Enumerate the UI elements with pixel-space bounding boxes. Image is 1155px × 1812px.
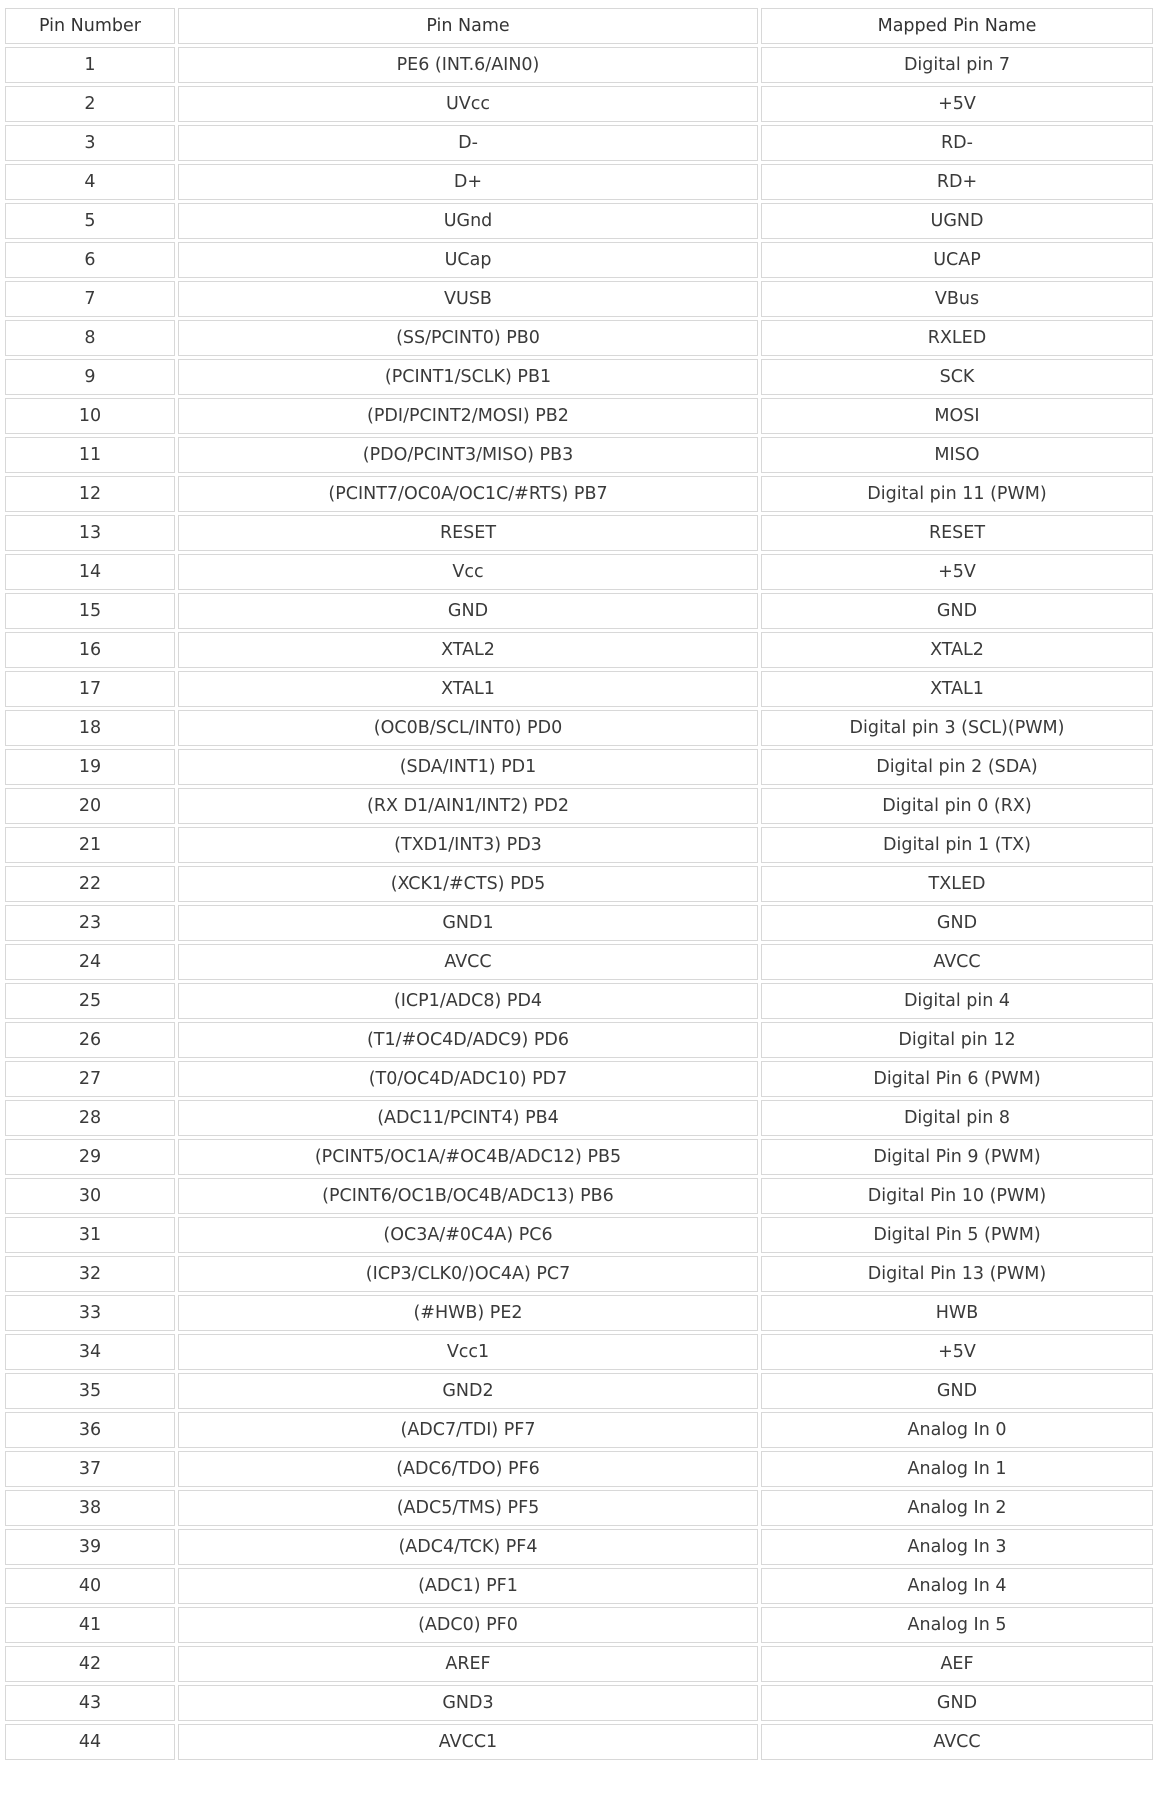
pin-number-cell: 15 xyxy=(5,593,175,629)
pin-number-cell: 29 xyxy=(5,1139,175,1175)
mapped-pin-name-cell: GND xyxy=(761,593,1153,629)
table-row xyxy=(5,437,1153,473)
table-row xyxy=(5,1685,1153,1721)
pin-number-cell: 35 xyxy=(5,1373,175,1409)
table-row xyxy=(5,1451,1153,1487)
header-pin-number: Pin Number xyxy=(5,8,175,44)
mapped-pin-name-cell: Digital pin 4 xyxy=(761,983,1153,1019)
pin-name-cell: Vcc1 xyxy=(178,1334,758,1370)
mapped-pin-name-cell: Digital pin 11 (PWM) xyxy=(761,476,1153,512)
pin-number-cell: 1 xyxy=(5,47,175,83)
mapped-pin-name-cell: XTAL2 xyxy=(761,632,1153,668)
pin-name-cell: (OC3A/#0C4A) PC6 xyxy=(178,1217,758,1253)
table-row xyxy=(5,1412,1153,1448)
pin-name-cell: UGnd xyxy=(178,203,758,239)
pin-number-cell: 25 xyxy=(5,983,175,1019)
table-row xyxy=(5,86,1153,122)
pin-number-cell: 41 xyxy=(5,1607,175,1643)
mapped-pin-name-cell: Analog In 5 xyxy=(761,1607,1153,1643)
pin-name-cell: (ADC7/TDI) PF7 xyxy=(178,1412,758,1448)
pin-name-cell: (PCINT7/OC0A/OC1C/#RTS) PB7 xyxy=(178,476,758,512)
pin-number-cell: 7 xyxy=(5,281,175,317)
pin-name-cell: (OC0B/SCL/INT0) PD0 xyxy=(178,710,758,746)
pin-name-cell: GND1 xyxy=(178,905,758,941)
pin-name-cell: (#HWB) PE2 xyxy=(178,1295,758,1331)
pin-number-cell: 33 xyxy=(5,1295,175,1331)
pin-name-cell: (ICP1/ADC8) PD4 xyxy=(178,983,758,1019)
pin-name-cell: GND2 xyxy=(178,1373,758,1409)
mapped-pin-name-cell: TXLED xyxy=(761,866,1153,902)
table-row xyxy=(5,1139,1153,1175)
mapped-pin-name-cell: GND xyxy=(761,1685,1153,1721)
pin-name-cell: D+ xyxy=(178,164,758,200)
pin-name-cell: (ICP3/CLK0/)OC4A) PC7 xyxy=(178,1256,758,1292)
pin-mapping-table xyxy=(2,5,1155,1763)
table-row xyxy=(5,1529,1153,1565)
table-row xyxy=(5,359,1153,395)
pin-number-cell: 18 xyxy=(5,710,175,746)
table-row xyxy=(5,164,1153,200)
mapped-pin-name-cell: Digital Pin 6 (PWM) xyxy=(761,1061,1153,1097)
mapped-pin-name-cell: SCK xyxy=(761,359,1153,395)
pin-name-cell: PE6 (INT.6/AIN0) xyxy=(178,47,758,83)
pin-number-cell: 4 xyxy=(5,164,175,200)
mapped-pin-name-cell: MOSI xyxy=(761,398,1153,434)
table-row xyxy=(5,788,1153,824)
pin-name-cell: XTAL2 xyxy=(178,632,758,668)
mapped-pin-name-cell: Digital pin 0 (RX) xyxy=(761,788,1153,824)
table-row xyxy=(5,905,1153,941)
pin-name-cell: (XCK1/#CTS) PD5 xyxy=(178,866,758,902)
mapped-pin-name-cell: VBus xyxy=(761,281,1153,317)
table-row xyxy=(5,866,1153,902)
mapped-pin-name-cell: HWB xyxy=(761,1295,1153,1331)
pin-number-cell: 37 xyxy=(5,1451,175,1487)
pin-number-cell: 10 xyxy=(5,398,175,434)
table-row xyxy=(5,749,1153,785)
pin-number-cell: 11 xyxy=(5,437,175,473)
table-row xyxy=(5,398,1153,434)
pin-name-cell: Vcc xyxy=(178,554,758,590)
pin-name-cell: AVCC1 xyxy=(178,1724,758,1760)
mapped-pin-name-cell: Digital pin 7 xyxy=(761,47,1153,83)
table-row xyxy=(5,1646,1153,1682)
pin-number-cell: 36 xyxy=(5,1412,175,1448)
pin-name-cell: (ADC4/TCK) PF4 xyxy=(178,1529,758,1565)
table-row xyxy=(5,710,1153,746)
table-row xyxy=(5,983,1153,1019)
pin-number-cell: 43 xyxy=(5,1685,175,1721)
pin-name-cell: (PCINT5/OC1A/#OC4B/ADC12) PB5 xyxy=(178,1139,758,1175)
table-row xyxy=(5,1373,1153,1409)
table-row xyxy=(5,476,1153,512)
pin-number-cell: 6 xyxy=(5,242,175,278)
table-header xyxy=(5,8,1153,44)
pin-number-cell: 40 xyxy=(5,1568,175,1604)
table-row xyxy=(5,242,1153,278)
pin-number-cell: 22 xyxy=(5,866,175,902)
table-row xyxy=(5,1724,1153,1760)
pin-number-cell: 8 xyxy=(5,320,175,356)
pin-number-cell: 5 xyxy=(5,203,175,239)
mapped-pin-name-cell: XTAL1 xyxy=(761,671,1153,707)
pin-name-cell: (ADC11/PCINT4) PB4 xyxy=(178,1100,758,1136)
table-row xyxy=(5,1100,1153,1136)
table-row xyxy=(5,1178,1153,1214)
pin-name-cell: (T1/#OC4D/ADC9) PD6 xyxy=(178,1022,758,1058)
mapped-pin-name-cell: AVCC xyxy=(761,1724,1153,1760)
table-row xyxy=(5,515,1153,551)
pin-number-cell: 34 xyxy=(5,1334,175,1370)
pin-number-cell: 24 xyxy=(5,944,175,980)
pin-name-cell: AVCC xyxy=(178,944,758,980)
pin-name-cell: (PDI/PCINT2/MOSI) PB2 xyxy=(178,398,758,434)
table-row xyxy=(5,1295,1153,1331)
pin-name-cell: UVcc xyxy=(178,86,758,122)
mapped-pin-name-cell: Digital Pin 13 (PWM) xyxy=(761,1256,1153,1292)
mapped-pin-name-cell: RXLED xyxy=(761,320,1153,356)
pin-name-cell: (PCINT6/OC1B/OC4B/ADC13) PB6 xyxy=(178,1178,758,1214)
pin-number-cell: 13 xyxy=(5,515,175,551)
pin-number-cell: 21 xyxy=(5,827,175,863)
pin-name-cell: UCap xyxy=(178,242,758,278)
header-mapped-pin-name: Mapped Pin Name xyxy=(761,8,1153,44)
pin-number-cell: 42 xyxy=(5,1646,175,1682)
pin-name-cell: (SS/PCINT0) PB0 xyxy=(178,320,758,356)
mapped-pin-name-cell: RD- xyxy=(761,125,1153,161)
pin-number-cell: 9 xyxy=(5,359,175,395)
mapped-pin-name-cell: AEF xyxy=(761,1646,1153,1682)
pin-name-cell: (PDO/PCINT3/MISO) PB3 xyxy=(178,437,758,473)
mapped-pin-name-cell: Analog In 4 xyxy=(761,1568,1153,1604)
mapped-pin-name-cell: Digital pin 12 xyxy=(761,1022,1153,1058)
table-row xyxy=(5,1061,1153,1097)
table-row xyxy=(5,281,1153,317)
pin-name-cell: (ADC0) PF0 xyxy=(178,1607,758,1643)
pin-name-cell: XTAL1 xyxy=(178,671,758,707)
mapped-pin-name-cell: +5V xyxy=(761,86,1153,122)
mapped-pin-name-cell: GND xyxy=(761,905,1153,941)
table-row xyxy=(5,1256,1153,1292)
pin-name-cell: (TXD1/INT3) PD3 xyxy=(178,827,758,863)
pin-number-cell: 32 xyxy=(5,1256,175,1292)
table-row xyxy=(5,1490,1153,1526)
pin-name-cell: (ADC6/TDO) PF6 xyxy=(178,1451,758,1487)
table-body xyxy=(5,47,1153,1760)
table-row xyxy=(5,1607,1153,1643)
mapped-pin-name-cell: RESET xyxy=(761,515,1153,551)
pin-number-cell: 30 xyxy=(5,1178,175,1214)
table-row xyxy=(5,1568,1153,1604)
table-row xyxy=(5,1022,1153,1058)
pin-name-cell: RESET xyxy=(178,515,758,551)
pin-number-cell: 16 xyxy=(5,632,175,668)
table-row xyxy=(5,944,1153,980)
mapped-pin-name-cell: Digital pin 2 (SDA) xyxy=(761,749,1153,785)
mapped-pin-name-cell: Analog In 0 xyxy=(761,1412,1153,1448)
table-row xyxy=(5,671,1153,707)
table-row xyxy=(5,125,1153,161)
pin-name-cell: (RX D1/AIN1/INT2) PD2 xyxy=(178,788,758,824)
pin-number-cell: 39 xyxy=(5,1529,175,1565)
pin-number-cell: 38 xyxy=(5,1490,175,1526)
header-row xyxy=(5,8,1153,44)
mapped-pin-name-cell: Analog In 2 xyxy=(761,1490,1153,1526)
pin-name-cell: (SDA/INT1) PD1 xyxy=(178,749,758,785)
table-row xyxy=(5,632,1153,668)
table-row xyxy=(5,1334,1153,1370)
mapped-pin-name-cell: +5V xyxy=(761,554,1153,590)
pin-number-cell: 20 xyxy=(5,788,175,824)
header-pin-name: Pin Name xyxy=(178,8,758,44)
pin-number-cell: 31 xyxy=(5,1217,175,1253)
pin-name-cell: (T0/OC4D/ADC10) PD7 xyxy=(178,1061,758,1097)
table-row xyxy=(5,554,1153,590)
pin-number-cell: 3 xyxy=(5,125,175,161)
pin-number-cell: 12 xyxy=(5,476,175,512)
table-row xyxy=(5,1217,1153,1253)
mapped-pin-name-cell: Analog In 3 xyxy=(761,1529,1153,1565)
pin-name-cell: (PCINT1/SCLK) PB1 xyxy=(178,359,758,395)
mapped-pin-name-cell: RD+ xyxy=(761,164,1153,200)
pin-number-cell: 19 xyxy=(5,749,175,785)
table-row xyxy=(5,320,1153,356)
mapped-pin-name-cell: UCAP xyxy=(761,242,1153,278)
pin-number-cell: 2 xyxy=(5,86,175,122)
pin-number-cell: 17 xyxy=(5,671,175,707)
mapped-pin-name-cell: MISO xyxy=(761,437,1153,473)
pin-number-cell: 44 xyxy=(5,1724,175,1760)
mapped-pin-name-cell: Digital Pin 9 (PWM) xyxy=(761,1139,1153,1175)
pin-name-cell: GND3 xyxy=(178,1685,758,1721)
pin-name-cell: (ADC1) PF1 xyxy=(178,1568,758,1604)
pin-name-cell: AREF xyxy=(178,1646,758,1682)
table-row xyxy=(5,203,1153,239)
pin-name-cell: GND xyxy=(178,593,758,629)
pin-number-cell: 26 xyxy=(5,1022,175,1058)
mapped-pin-name-cell: GND xyxy=(761,1373,1153,1409)
mapped-pin-name-cell: Digital pin 1 (TX) xyxy=(761,827,1153,863)
pin-name-cell: (ADC5/TMS) PF5 xyxy=(178,1490,758,1526)
mapped-pin-name-cell: UGND xyxy=(761,203,1153,239)
mapped-pin-name-cell: Analog In 1 xyxy=(761,1451,1153,1487)
table-row xyxy=(5,593,1153,629)
mapped-pin-name-cell: Digital pin 8 xyxy=(761,1100,1153,1136)
mapped-pin-name-cell: Digital pin 3 (SCL)(PWM) xyxy=(761,710,1153,746)
mapped-pin-name-cell: +5V xyxy=(761,1334,1153,1370)
pin-number-cell: 23 xyxy=(5,905,175,941)
pin-name-cell: VUSB xyxy=(178,281,758,317)
mapped-pin-name-cell: Digital Pin 5 (PWM) xyxy=(761,1217,1153,1253)
pin-name-cell: D- xyxy=(178,125,758,161)
pin-number-cell: 14 xyxy=(5,554,175,590)
mapped-pin-name-cell: AVCC xyxy=(761,944,1153,980)
pin-number-cell: 28 xyxy=(5,1100,175,1136)
table-row xyxy=(5,47,1153,83)
table-row xyxy=(5,827,1153,863)
mapped-pin-name-cell: Digital Pin 10 (PWM) xyxy=(761,1178,1153,1214)
pin-number-cell: 27 xyxy=(5,1061,175,1097)
